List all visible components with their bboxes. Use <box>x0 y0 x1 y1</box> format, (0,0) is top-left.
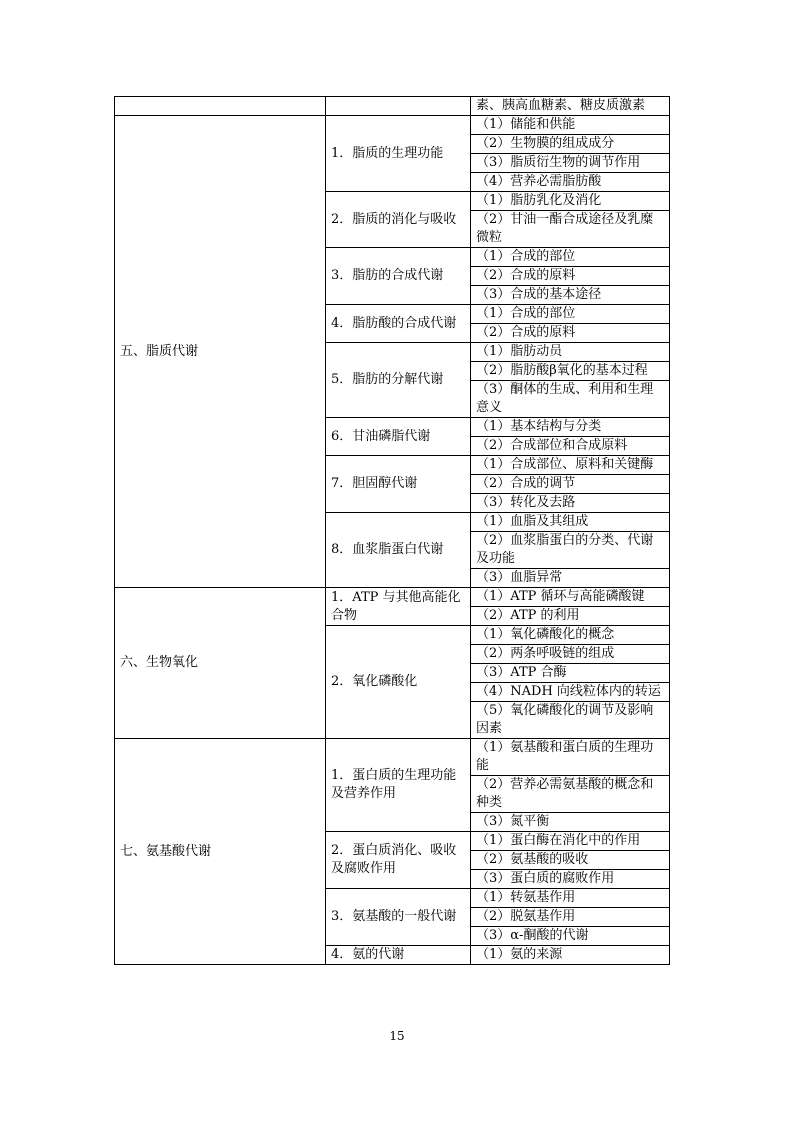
topic-cell: 2．氧化磷酸化 <box>326 626 471 739</box>
item-cell: （3）酮体的生成、利用和生理意义 <box>471 381 670 418</box>
item-cell: （2）合成的原料 <box>471 324 670 343</box>
item-cell: （1）合成的部位 <box>471 305 670 324</box>
topic-cell: 1．蛋白质的生理功能及营养作用 <box>326 739 471 832</box>
item-cell: （2）ATP 的利用 <box>471 607 670 626</box>
item-cell: （1）ATP 循环与高能磷酸键 <box>471 588 670 607</box>
item-cell: （2）氨基酸的吸收 <box>471 851 670 870</box>
item-cell: （1）蛋白酶在消化中的作用 <box>471 832 670 851</box>
topic-cell <box>326 97 471 116</box>
topic-cell: 1．ATP 与其他高能化合物 <box>326 588 471 626</box>
item-cell: （1）氧化磷酸化的概念 <box>471 626 670 645</box>
topic-cell: 4．氨的代谢 <box>326 946 471 965</box>
topic-cell: 4．脂肪酸的合成代谢 <box>326 305 471 343</box>
page-number: 15 <box>389 1029 405 1043</box>
item-cell: （3）转化及去路 <box>471 494 670 513</box>
unit-cell: 五、脂质代谢 <box>115 116 326 588</box>
unit-cell: 七、氨基酸代谢 <box>115 739 326 965</box>
topic-cell: 8．血浆脂蛋白代谢 <box>326 513 471 588</box>
item-cell: （3）氮平衡 <box>471 813 670 832</box>
syllabus-table-body <box>115 97 670 965</box>
topic-cell: 6．甘油磷脂代谢 <box>326 418 471 456</box>
item-cell: （1）合成的部位 <box>471 248 670 267</box>
item-cell: （2）生物膜的组成成分 <box>471 135 670 154</box>
item-cell: （1）脂肪动员 <box>471 343 670 362</box>
table-row <box>115 116 670 135</box>
item-cell: （1）基本结构与分类 <box>471 418 670 437</box>
table-row <box>115 588 670 607</box>
item-cell: （3）合成的基本途径 <box>471 286 670 305</box>
item-cell: （2）营养必需氨基酸的概念和种类 <box>471 776 670 813</box>
item-cell: （3）蛋白质的腐败作用 <box>471 870 670 889</box>
item-cell: （1）转氨基作用 <box>471 889 670 908</box>
topic-cell: 3．脂肪的合成代谢 <box>326 248 471 305</box>
item-cell: 素、胰高血糖素、糖皮质激素 <box>471 97 670 116</box>
item-cell: （1）储能和供能 <box>471 116 670 135</box>
unit-cell: 六、生物氧化 <box>115 588 326 739</box>
item-cell: （3）脂质衍生物的调节作用 <box>471 154 670 173</box>
item-cell: （3）α-酮酸的代谢 <box>471 927 670 946</box>
item-cell: （2）血浆脂蛋白的分类、代谢及功能 <box>471 532 670 569</box>
topic-cell: 2．脂质的消化与吸收 <box>326 192 471 248</box>
item-cell: （2）甘油一酯合成途径及乳糜微粒 <box>471 211 670 248</box>
table-row <box>115 97 670 116</box>
item-cell: （2）合成的调节 <box>471 475 670 494</box>
topic-cell: 7．胆固醇代谢 <box>326 456 471 513</box>
topic-cell: 3．氨基酸的一般代谢 <box>326 889 471 946</box>
item-cell: （1）脂肪乳化及消化 <box>471 192 670 211</box>
item-cell: （5）氧化磷酸化的调节及影响因素 <box>471 702 670 739</box>
item-cell: （2）合成的原料 <box>471 267 670 286</box>
topic-cell: 1．脂质的生理功能 <box>326 116 471 192</box>
item-cell: （1）合成部位、原料和关键酶 <box>471 456 670 475</box>
item-cell: （4）NADH 向线粒体内的转运 <box>471 683 670 702</box>
item-cell: （3）ATP 合酶 <box>471 664 670 683</box>
item-cell: （2）两条呼吸链的组成 <box>471 645 670 664</box>
topic-cell: 2．蛋白质消化、吸收及腐败作用 <box>326 832 471 889</box>
table-row <box>115 739 670 776</box>
item-cell: （2）脂肪酸β氧化的基本过程 <box>471 362 670 381</box>
item-cell: （2）合成部位和合成原料 <box>471 437 670 456</box>
item-cell: （3）血脂异常 <box>471 569 670 588</box>
item-cell: （4）营养必需脂肪酸 <box>471 173 670 192</box>
item-cell: （1）氨的来源 <box>471 946 670 965</box>
syllabus-table <box>114 96 670 965</box>
item-cell: （1）氨基酸和蛋白质的生理功能 <box>471 739 670 776</box>
unit-cell <box>115 97 326 116</box>
item-cell: （2）脱氨基作用 <box>471 908 670 927</box>
topic-cell: 5．脂肪的分解代谢 <box>326 343 471 418</box>
item-cell: （1）血脂及其组成 <box>471 513 670 532</box>
